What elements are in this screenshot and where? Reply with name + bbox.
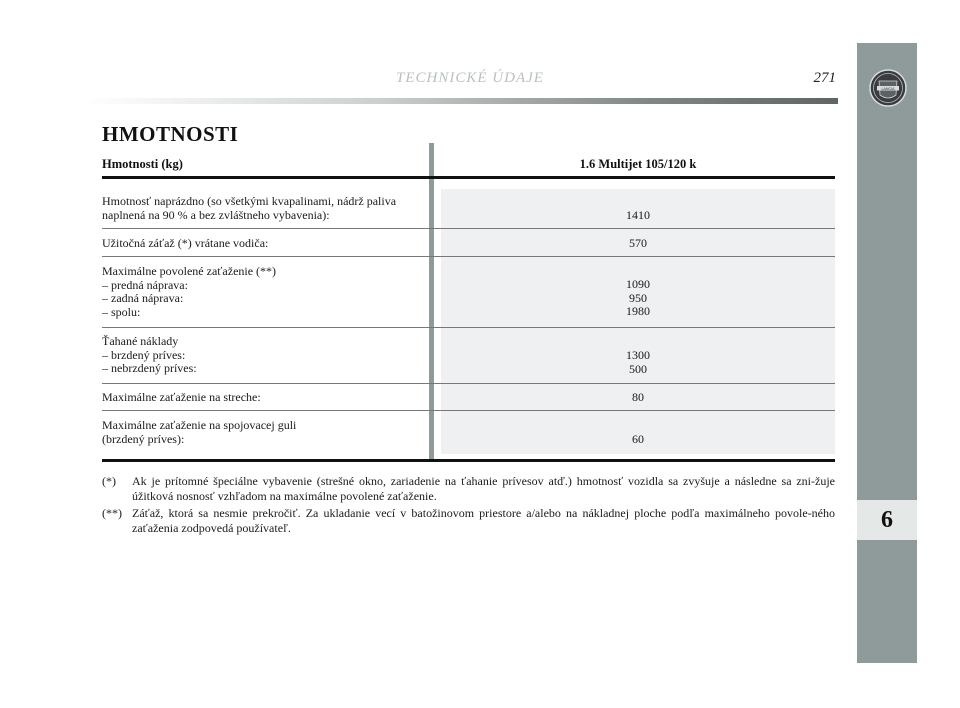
table-row-value: 1410 [626,208,650,222]
running-title: TECHNICKÉ ÚDAJE [396,70,544,86]
chapter-number-tab[interactable]: 6 [857,500,917,540]
table-header-right: 1.6 Multijet 105/120 k [579,157,697,171]
table-row-label: Maximálne zaťaženie na spojovacej guli (brzdený príves): [102,418,297,446]
table-row-label: Užitočná záťaž (*) vrátane vodiča: [102,236,269,250]
row-divider [102,256,835,257]
footnote-text: Ak je prítomné špeciálne vybavenie (strešné okno, zariadenie na ťahanie prívesov atď.) hmotnosť vozidla sa zvyšuje a následne sa zni-žuje úžitková nosnosť vzhľadom na maximálne povolené zaťaženie. [132,474,835,503]
logo-text: LANCIA [881,86,895,91]
header-rule [80,98,838,104]
footnote [102,474,835,504]
row-divider [102,410,835,411]
table-row-label: Ťahané náklady – brzdený príves: – nebrzdený príves: [102,334,197,375]
footnote [102,506,835,536]
page-number: 271 [813,70,836,86]
table-row-label: Maximálne zaťaženie na streche: [102,390,261,404]
row-divider [102,228,835,229]
footnote-mark: (*) [102,474,116,488]
table-row-value: 80 [632,390,644,404]
chapter-sidebar [857,43,917,663]
table-row-value: 1090 950 1980 [626,277,650,318]
section-title: HMOTNOSTI [102,122,239,146]
table-row-value: 60 [632,432,644,446]
table-row-value: 1300 500 [626,348,650,376]
row-divider [102,383,835,384]
column-divider [429,143,434,461]
table-row-label: Hmotnosť naprázdno (so všetkými kvapalinami, nádrž paliva naplnená na 90 % a bez zvláštneho vybavenia): [102,194,397,222]
table-header-left: Hmotnosti (kg) [102,157,183,171]
table-bottom-rule [102,459,835,462]
row-divider [102,327,835,328]
table-top-rule [102,176,835,179]
footnote-mark: (**) [102,506,122,520]
table-row-value: 570 [629,236,647,250]
table-row-label: Maximálne povolené zaťaženie (**) – predná náprava: – zadná náprava: – spolu: [102,264,277,319]
footnote-text: Záťaž, ktorá sa nesmie prekročiť. Za ukladanie vecí v batožinovom priestore a/alebo na nákladnej ploche podľa maximálneho povole-ného zaťaženia zodpovedá používateľ. [132,506,835,535]
